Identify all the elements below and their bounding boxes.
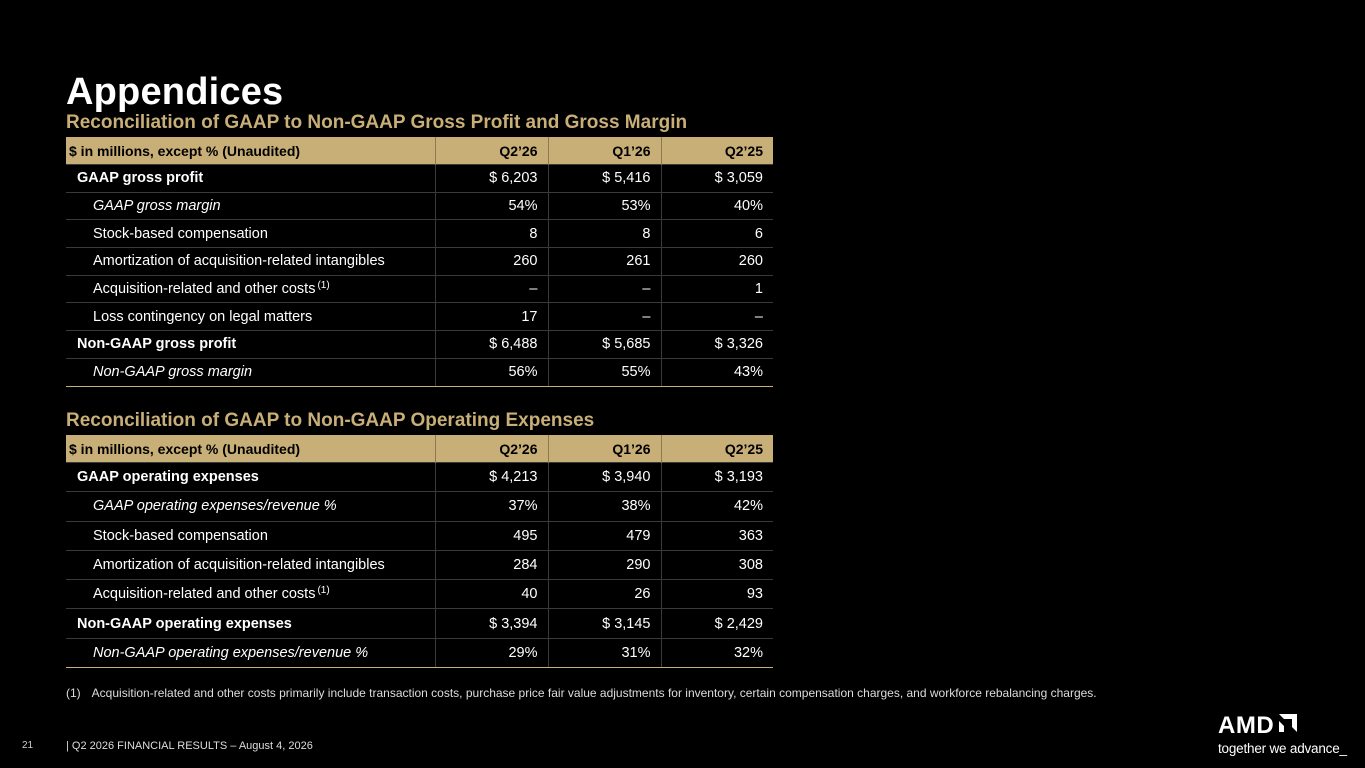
- row-label: [66, 165, 435, 193]
- footnote-marker: (1): [317, 280, 330, 292]
- gross-profit-table: [66, 137, 773, 387]
- page-title: Appendices: [66, 71, 284, 113]
- row-label: [66, 638, 435, 667]
- row-label-text: Stock-based compensation: [93, 225, 268, 242]
- row-value: 43%: [661, 358, 773, 386]
- table-row: [66, 248, 773, 276]
- operating-expenses-table: [66, 435, 773, 668]
- row-value: 261: [548, 248, 661, 276]
- row-value: $ 4,213: [435, 463, 548, 492]
- row-label-text: Loss contingency on legal matters: [93, 308, 313, 325]
- row-label: [66, 492, 435, 521]
- logo-wordmark: AMD: [1218, 712, 1275, 739]
- footnote-number: (1): [66, 686, 81, 700]
- row-value: 8: [435, 220, 548, 248]
- table-row: [66, 220, 773, 248]
- table-row: [66, 331, 773, 359]
- row-label: [66, 580, 435, 609]
- row-value: 26: [548, 580, 661, 609]
- table-row: [66, 303, 773, 331]
- column-header: Q2’25: [661, 435, 773, 463]
- row-label-text: GAAP gross margin: [93, 198, 221, 215]
- row-value: 32%: [661, 638, 773, 667]
- footer-text: | Q2 2026 FINANCIAL RESULTS – August 4, 2026: [66, 740, 313, 752]
- row-label: [66, 358, 435, 386]
- row-value: 31%: [548, 638, 661, 667]
- row-label-text: Non-GAAP gross margin: [93, 364, 253, 381]
- row-value: 495: [435, 521, 548, 550]
- row-value: $ 5,685: [548, 331, 661, 359]
- row-value: 56%: [435, 358, 548, 386]
- row-value: $ 3,059: [661, 165, 773, 193]
- row-value: 40: [435, 580, 548, 609]
- row-value: –: [661, 303, 773, 331]
- row-value: 54%: [435, 192, 548, 220]
- page-number: 21: [22, 740, 34, 751]
- row-value: 93: [661, 580, 773, 609]
- table-row: [66, 358, 773, 386]
- table-row: [66, 521, 773, 550]
- row-label: [66, 303, 435, 331]
- row-value: 260: [435, 248, 548, 276]
- row-value: 308: [661, 550, 773, 579]
- row-label: [66, 463, 435, 492]
- amd-logo: [1218, 714, 1348, 756]
- footnote-marker: (1): [317, 585, 330, 597]
- row-value: –: [435, 275, 548, 303]
- table-header-row: [66, 137, 773, 165]
- row-value: $ 5,416: [548, 165, 661, 193]
- row-label-text: Amortization of acquisition-related intangibles: [93, 253, 385, 270]
- column-header: Q2’26: [435, 137, 548, 165]
- table-row: [66, 492, 773, 521]
- row-value: 284: [435, 550, 548, 579]
- column-header: Q2’26: [435, 435, 548, 463]
- row-value: $ 6,203: [435, 165, 548, 193]
- row-value: 40%: [661, 192, 773, 220]
- row-label: [66, 248, 435, 276]
- row-value: –: [548, 303, 661, 331]
- row-label-text: GAAP operating expenses: [77, 469, 259, 486]
- row-value: 363: [661, 521, 773, 550]
- row-label: [66, 331, 435, 359]
- table-row: [66, 609, 773, 638]
- row-label-text: Non-GAAP operating expenses: [77, 615, 292, 632]
- row-value: 6: [661, 220, 773, 248]
- column-header: Q1’26: [548, 137, 661, 165]
- row-label: [66, 609, 435, 638]
- table-row: [66, 463, 773, 492]
- row-label-text: Amortization of acquisition-related intangibles: [93, 557, 385, 574]
- row-label: [66, 220, 435, 248]
- row-label-text: Non-GAAP gross profit: [77, 336, 237, 353]
- row-value: 8: [548, 220, 661, 248]
- footnote: [66, 686, 1097, 700]
- row-value: 17: [435, 303, 548, 331]
- logo-tagline: together we advance_: [1218, 741, 1347, 756]
- row-value: $ 3,326: [661, 331, 773, 359]
- row-value: 53%: [548, 192, 661, 220]
- row-value: 29%: [435, 638, 548, 667]
- row-value: 260: [661, 248, 773, 276]
- table-row: [66, 192, 773, 220]
- row-label: [66, 521, 435, 550]
- table2-heading: Reconciliation of GAAP to Non-GAAP Operating Expenses: [66, 410, 595, 431]
- column-header: $ in millions, except % (Unaudited): [66, 137, 435, 165]
- column-header: Q1’26: [548, 435, 661, 463]
- table-row: [66, 165, 773, 193]
- table-row: [66, 550, 773, 579]
- table-header-row: [66, 435, 773, 463]
- row-value: –: [548, 275, 661, 303]
- row-label-text: Acquisition-related and other costs: [93, 281, 316, 298]
- table-row: [66, 580, 773, 609]
- row-value: 1: [661, 275, 773, 303]
- row-label: [66, 550, 435, 579]
- amd-arrow-icon: [1274, 714, 1297, 738]
- column-header: $ in millions, except % (Unaudited): [66, 435, 435, 463]
- row-value: $ 3,394: [435, 609, 548, 638]
- row-label-text: Stock-based compensation: [93, 527, 268, 544]
- row-value: $ 3,940: [548, 463, 661, 492]
- row-value: $ 6,488: [435, 331, 548, 359]
- row-value: 37%: [435, 492, 548, 521]
- column-header: Q2’25: [661, 137, 773, 165]
- row-value: $ 2,429: [661, 609, 773, 638]
- table1-heading: Reconciliation of GAAP to Non-GAAP Gross Profit and Gross Margin: [66, 112, 688, 133]
- table-row: [66, 275, 773, 303]
- footnote-text: Acquisition-related and other costs primarily include transaction costs, purchase price fair value adjustments for inventory, certain compensation charges, and workforce rebalancing charges.: [91, 686, 1097, 700]
- row-value: 479: [548, 521, 661, 550]
- row-value: $ 3,193: [661, 463, 773, 492]
- row-value: 290: [548, 550, 661, 579]
- row-value: 42%: [661, 492, 773, 521]
- row-label-text: Non-GAAP operating expenses/revenue %: [93, 644, 369, 661]
- row-value: $ 3,145: [548, 609, 661, 638]
- table-row: [66, 638, 773, 667]
- row-value: 38%: [548, 492, 661, 521]
- row-value: 55%: [548, 358, 661, 386]
- row-label-text: GAAP operating expenses/revenue %: [93, 498, 337, 515]
- row-label-text: Acquisition-related and other costs: [93, 586, 316, 603]
- row-label: [66, 275, 435, 303]
- row-label: [66, 192, 435, 220]
- row-label-text: GAAP gross profit: [77, 170, 204, 187]
